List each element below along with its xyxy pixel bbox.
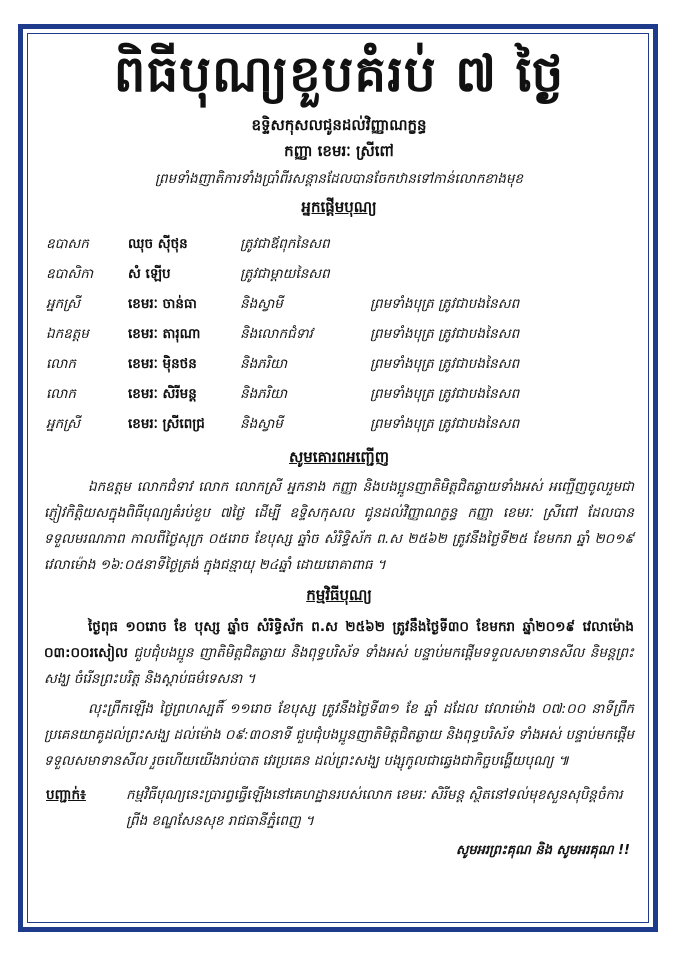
note-label: បញ្ជាក់៖: [46, 787, 86, 803]
host-relation: និងស្វាមី: [240, 416, 283, 432]
host-relation: ត្រូវជាម្តាយនៃសព: [240, 266, 330, 282]
host-extra: [370, 230, 630, 260]
host-extra: ព្រមទាំងបុត្រ ត្រូវជាបងនៃសព: [370, 386, 520, 402]
note-text: កម្មវិធីបុណ្យនេះប្រារព្វធ្វើឡើងនៅគេហដ្ឋានរបស់លោក ខេមរៈ សិរីមន្ត ស្ថិតនៅទល់មុខសួនសុបិន្តចំការព្រីង ខណ្ឌសែនសុខ រាជធានីភ្នំពេញ ។: [126, 787, 623, 829]
program-day1-lead: ថ្ងៃពុធ ១០រោច ខែ បុស្ស ឆ្នាំច សំរិទ្ធិស័ក ព.ស ២៥៦២ ត្រូវនឹងថ្ងៃទី៣០ ខែមករា ឆ្នាំ២០១៩ វេលាម៉ោង ០៣:០០រសៀល: [44, 619, 634, 661]
host-extra: ព្រមទាំងបុត្រ ត្រូវជាបងនៃសព: [370, 356, 520, 372]
invite-heading: សូមគោរពអញ្ជើញ: [289, 448, 389, 466]
host-extra: ព្រមទាំងបុត្រ ត្រូវជាបងនៃសព: [370, 326, 520, 342]
host-name: ខេមរៈ មុិនថន: [128, 356, 197, 372]
host-row: [44, 350, 630, 380]
program-heading: កម្មវិធីបុណ្យ: [306, 586, 372, 604]
host-relation: ត្រូវជាឪពុកនៃសព: [240, 236, 330, 252]
note: [44, 782, 634, 834]
host-name: ខេមរៈ តារុណា: [128, 326, 201, 342]
program-day1: [44, 614, 634, 692]
host-relation: និងលោកជំទាវ: [240, 326, 313, 342]
host-relation: និងភរិយា: [240, 356, 288, 372]
invitation-card: [44, 36, 634, 861]
host-extra: ព្រមទាំងបុត្រ ត្រូវជាបងនៃសព: [370, 416, 520, 432]
deceased-name: កញ្ញា ខេមរៈ ស្រីពៅ: [284, 142, 394, 160]
host-name: ខេមរៈ សិរីមន្ត: [128, 386, 197, 402]
host-title: អ្នកស្រី: [46, 296, 81, 312]
host-title: ឯកឧត្តម: [46, 326, 89, 342]
host-title: លោក: [46, 356, 76, 372]
host-row: [44, 260, 630, 290]
host-title: អ្នកស្រី: [46, 416, 81, 432]
host-relation: និងភរិយា: [240, 386, 288, 402]
hosts-table: [44, 230, 630, 440]
invite-text: ឯកឧត្តម លោកជំទាវ លោក លោកស្រី អ្នកនាង កញ្ញា និងបងប្អូនញាតិមិត្តជិតឆ្ងាយទាំងអស់ អញ្ជើញចូលរួមជាភ្ញៀវកិត្តិយសក្នុងពិធីបុណ្យគំរប់ខួប ៧ថ្ងៃ ដើម្បី ឧទ្ទិសកុសល ជូនដល់វិញ្ញាណក្ខន្ធ កញ្ញា ខេមរៈ ស្រីពៅ ដែលបានទទួលមរណភាព កាលពីថ្ងៃសុក្រ ០៥រោច ខែបុស្ស ឆ្នាំច សំរិទ្ធិស័ក ព.ស ២៥៦២ ត្រូវនឹងថ្ងៃទី២៥ ខែមករា ឆ្នាំ ២០១៩ វេលាម៉ោង ១៦:០៥នាទីថ្ងៃត្រង់ ក្នុងជន្មាយុ ២៤ឆ្នាំ ដោយរោគាពាធ ។: [44, 479, 634, 573]
host-title: ឧបាសិកា: [46, 266, 94, 282]
page-title: ពិធីបុណ្យខួបគំរប់ ៧ ថ្ងៃ: [113, 44, 565, 103]
host-name: ខេមរៈ ស្រីពេជ្រ: [128, 416, 205, 432]
host-row: [44, 320, 630, 350]
deceased-note: ព្រមទាំងញាតិការទាំងប្រាំពីរសន្តានដែលបានចែកឋានទៅកាន់លោកខាងមុខ: [155, 171, 523, 187]
closing-thanks: សូមអរព្រះគុណ និង សូមអរគុណ !!: [455, 843, 630, 858]
host-row: [44, 230, 630, 260]
host-relation: និងស្វាមី: [240, 296, 283, 312]
program-day2: លុះព្រឹកឡើង ថ្ងៃព្រហស្បតិ៍ ១១រោច ខែបុស្ស ត្រូវនឹងថ្ងៃទី៣១ ខែ ឆ្នាំ ដដែល វេលាម៉ោង ០៧:០០ នាទីព្រឹក ប្រគេនយាគូដល់ព្រះសង្ឃ ដល់ម៉ោង ០៩:៣០នាទី ជួបជុំបងប្អូនញាតិមិត្តជិតឆ្ងាយ និងពុទ្ធបរិស័ទ ទាំងអស់ បន្ទាប់មកផ្តើមទទួលសមាទានសីល រួចហើយយើងរាប់បាត វេរប្រគេន ដល់ព្រះសង្ឃ បង្សុកូលជាឆ្វេងជាកិច្ចបង្ហើយបុណ្យ ៕: [44, 701, 634, 769]
subtitle: ឧទ្ទិសកុសលជូនដល់វិញ្ញាណក្ខន្ធ: [251, 116, 427, 134]
host-row: [44, 410, 630, 440]
host-name: សំ ឡើប: [128, 266, 171, 282]
host-row: [44, 290, 630, 320]
hosts-heading: អ្នកផ្តើមបុណ្យ: [301, 198, 377, 216]
host-title: ឧបាសក: [46, 236, 89, 252]
host-title: លោក: [46, 386, 76, 402]
host-name: ខេមរៈ ចាន់ធា: [128, 296, 197, 312]
host-name: ឈុច ស៊ីថុន: [128, 236, 188, 252]
host-extra: ព្រមទាំងបុត្រ ត្រូវជាបងនៃសព: [370, 296, 520, 312]
host-extra: [370, 260, 630, 290]
host-row: [44, 380, 630, 410]
program-day1-rest: ជួបជុំបងប្អូន ញាតិមិត្តជិតឆ្ងាយ និងពុទ្ធបរិស័ទ ទាំងអស់ បន្ទាប់មកផ្តើមទទួលសមាទានសីល និមន្តព្រះសង្ឃ ចំរើនព្រះបរិត្ត និងស្តាប់ធម៌ទេសនា ។: [44, 645, 634, 687]
